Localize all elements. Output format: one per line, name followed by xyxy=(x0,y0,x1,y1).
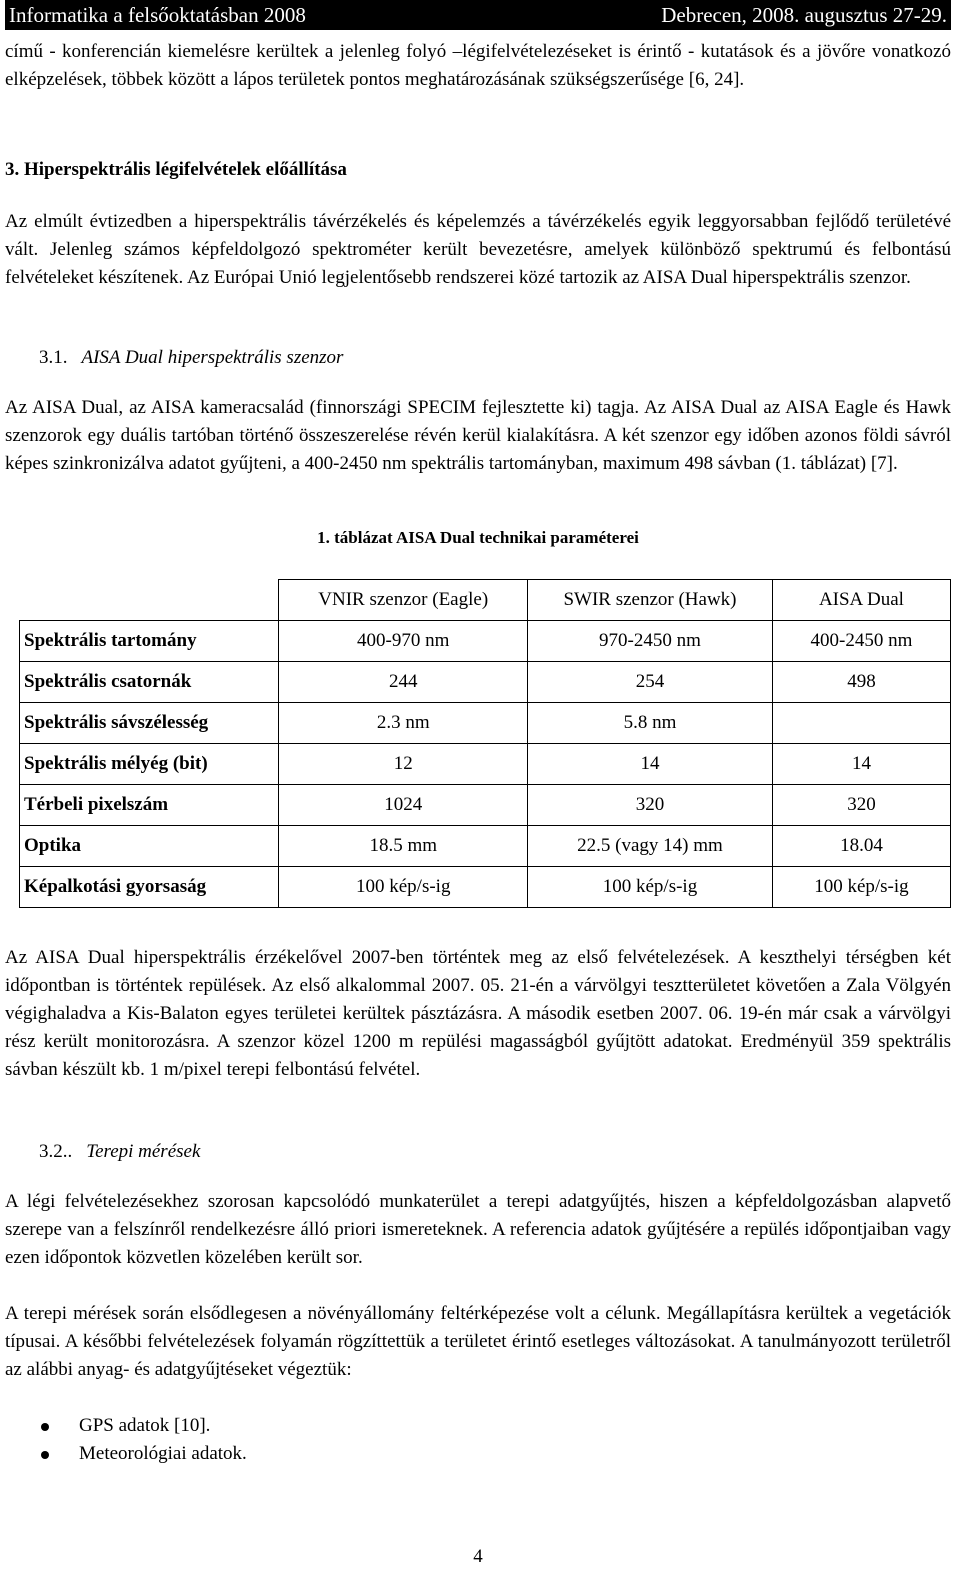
table-cell: 1024 xyxy=(279,785,528,826)
row-label: Optika xyxy=(20,826,279,867)
bullet-dot-icon xyxy=(41,1423,49,1431)
table-corner-cell xyxy=(20,580,279,621)
bullet-list xyxy=(5,1412,951,1468)
table-cell: 100 kép/s-ig xyxy=(528,867,773,908)
table-cell: 14 xyxy=(772,744,950,785)
table-cell: 320 xyxy=(528,785,773,826)
table-row xyxy=(20,662,951,703)
section-3-1-heading xyxy=(39,344,343,372)
table-cell: 22.5 (vagy 14) mm xyxy=(528,826,773,867)
page-number: 4 xyxy=(473,1546,483,1567)
row-label: Spektrális tartomány xyxy=(20,621,279,662)
section-3-2-title: Terepi mérések xyxy=(86,1141,201,1162)
parameters-table xyxy=(19,579,951,908)
table-cell: 254 xyxy=(528,662,773,703)
list-item xyxy=(5,1412,951,1440)
section-3-paragraph: Az elmúlt évtizedben a hiperspektrális távérzékelés és képelemzés a távérzékelés egyik leggyorsabban fejlődő területévé vált. Jelenleg számos képfeldolgozó spektrométer került bevezetésre, amelyek különböző spektrumú és felbontású felvételeket készítenek. Az Európai Unió legjelentősebb rendszerei közé tartozik az AISA Dual hiperspektrális szenzor. xyxy=(5,211,951,288)
table-row xyxy=(20,744,951,785)
table-cell: 970-2450 nm xyxy=(528,621,773,662)
list-item-text: Meteorológiai adatok. xyxy=(79,1443,247,1464)
bullet-dot-icon xyxy=(41,1451,49,1459)
column-header-aisa-dual: AISA Dual xyxy=(772,580,950,621)
table-row xyxy=(20,621,951,662)
table-caption: 1. táblázat AISA Dual technikai paraméterei xyxy=(317,528,639,547)
table-cell: 244 xyxy=(279,662,528,703)
table-row xyxy=(20,703,951,744)
row-label: Spektrális sávszélesség xyxy=(20,703,279,744)
table-cell: 18.5 mm xyxy=(279,826,528,867)
section-3-2-number: 3.2.. xyxy=(39,1141,73,1162)
table-cell: 320 xyxy=(772,785,950,826)
header-location-date: Debrecen, 2008. augusztus 27-29. xyxy=(661,2,947,27)
section-3-2-paragraph-1: A légi felvételezésekhez szorosan kapcsolódó munkaterület a terepi adatgyűjtés, hiszen a képfeldolgozásban alapvető szerepe van a felszínről rendelkezésre álló priori ismereteknek. A referencia adatok gyűjtésére a repülés időpontjaiban vagy ezen időpontok közvetlen közelében került sor. xyxy=(5,1191,951,1268)
table-cell: 18.04 xyxy=(772,826,950,867)
running-header xyxy=(5,0,951,30)
column-header-vnir: VNIR szenzor (Eagle) xyxy=(279,580,528,621)
list-item-text: GPS adatok [10]. xyxy=(79,1415,211,1436)
row-label: Térbeli pixelszám xyxy=(20,785,279,826)
table-cell: 100 kép/s-ig xyxy=(772,867,950,908)
row-label: Spektrális csatornák xyxy=(20,662,279,703)
section-3-1-number: 3.1. xyxy=(39,347,68,368)
table-cell: 400-2450 nm xyxy=(772,621,950,662)
table-cell xyxy=(772,703,950,744)
after-table-paragraph: Az AISA Dual hiperspektrális érzékelővel 2007-ben történtek meg az első felvételezések. A keszthelyi térségben két időpontban is történtek repülések. Az első alkalommal 2007. 05. 21-én a várvölgyi tesztterületet követően a Zala Völgyén végighaladva a Kis-Balaton egyes területei kerültek pásztázásra. A második esetben 2007. 06. 19-én már csak a várvölgyi rész került monitorozásra. A szenzor közel 1200 m repülési magasságból gyűjtött adatokat. Eredményül 359 spektrális sávban készült kb. 1 m/pixel terepi felbontású felvétel. xyxy=(5,947,951,1080)
table-cell: 14 xyxy=(528,744,773,785)
row-label: Spektrális mélyég (bit) xyxy=(20,744,279,785)
table-cell: 5.8 nm xyxy=(528,703,773,744)
column-header-swir: SWIR szenzor (Hawk) xyxy=(528,580,773,621)
table-row xyxy=(20,826,951,867)
header-conference: Informatika a felsőoktatásban 2008 xyxy=(9,2,306,27)
section-3-1-title: AISA Dual hiperspektrális szenzor xyxy=(81,347,344,368)
table-cell: 100 kép/s-ig xyxy=(279,867,528,908)
table-cell: 498 xyxy=(772,662,950,703)
section-3-heading: 3. Hiperspektrális légifelvételek előállítása xyxy=(5,159,347,180)
intro-paragraph: című - konferencián kiemelésre kerültek a jelenleg folyó –légifelvételezéseket is érintő - kutatások és a jövőre vonatkozó elképzelések, többek között a lápos területek pontos meghatározásának szükségszerűsége [6, 24]. xyxy=(5,41,951,90)
section-3-1-paragraph: Az AISA Dual, az AISA kameracsalád (finnországi SPECIM fejlesztette ki) tagja. Az AISA Dual az AISA Eagle és Hawk szenzorok egy duális tartóban történő összeszerelése révén kerül kialakításra. A két szenzor egy időben azonos földi sávról képes szinkronizálva adatot gyűjteni, a 400-2450 nm spektrális tartományban, maximum 498 sávban (1. táblázat) [7]. xyxy=(5,397,951,474)
table-cell: 12 xyxy=(279,744,528,785)
table-header-row xyxy=(20,580,951,621)
table-row xyxy=(20,785,951,826)
list-item xyxy=(5,1440,951,1468)
row-label: Képalkotási gyorsaság xyxy=(20,867,279,908)
table-row xyxy=(20,867,951,908)
table-cell: 400-970 nm xyxy=(279,621,528,662)
section-3-2-paragraph-2: A terepi mérések során elsődlegesen a növényállomány feltérképezése volt a célunk. Megállapításra kerültek a vegetációk típusai. A későbbi felvételezések folyamán rögzíttettük a területet érintő esetleges változásokat. A tanulmányozott területről az alábbi anyag- és adatgyűjtéseket végeztük: xyxy=(5,1303,951,1380)
section-3-2-heading xyxy=(39,1138,200,1166)
table-cell: 2.3 nm xyxy=(279,703,528,744)
